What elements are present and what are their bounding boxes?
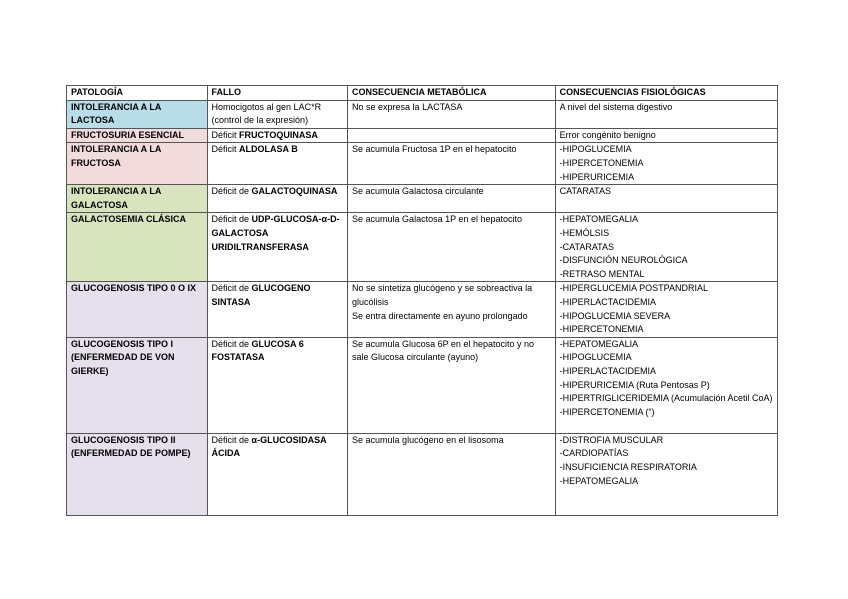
fallo-enzyme: FRUCTOQUINASA — [239, 129, 318, 140]
table-row — [67, 337, 778, 433]
cell-consecuencia-metabolica — [348, 433, 556, 515]
table-row — [67, 213, 778, 282]
physiological-line: Error congénito benigno — [559, 129, 656, 140]
physiological-line: -HIPERTRIGLICERIDEMIA (Acumulación Acetil CoA) — [559, 393, 773, 404]
metabolic-line: Se acumula Galactosa circulante — [352, 186, 484, 197]
physiological-line: -RETRASO MENTAL — [559, 268, 645, 279]
physiological-line: -HIPERGLUCEMIA POSTPANDRIAL — [559, 283, 709, 294]
physiological-line: -DISFUNCIÓN NEUROLÓGICA — [559, 255, 688, 266]
physiological-line: A nivel del sistema digestivo — [559, 101, 673, 112]
cell-fallo — [207, 213, 348, 282]
cell-consecuencia-metabolica — [348, 143, 556, 185]
table-row — [67, 143, 778, 185]
fallo-text: Déficit de — [211, 186, 252, 197]
fallo-text: Déficit de — [211, 214, 252, 225]
physiological-line: -HIPERCETONEMIA — [559, 324, 644, 335]
cell-fallo — [207, 128, 348, 143]
physiological-line: -HIPERLACTACIDEMIA — [559, 365, 657, 376]
header-row — [67, 86, 778, 101]
physiological-line: -HIPERURICEMIA (Ruta Pentosas P) — [559, 379, 710, 390]
cell-patologia: FRUCTOSURIA ESENCIAL — [67, 128, 208, 143]
physiological-line: -HIPOGLUCEMIA SEVERA — [559, 310, 671, 321]
cell-consecuencia-metabolica — [348, 213, 556, 282]
cell-fallo — [207, 100, 348, 128]
cell-patologia: GLUCOGENOSIS TIPO I (ENFERMEDAD DE VON GIERKE) — [67, 337, 208, 433]
cell-patologia: GALACTOSEMIA CLÁSICA — [67, 213, 208, 282]
cell-fallo — [207, 143, 348, 185]
physiological-line: -HIPOGLUCEMIA — [559, 352, 632, 363]
metabolic-line: Se acumula glucógeno en el lisosoma — [352, 434, 504, 445]
physiological-line: -HIPERLACTACIDEMIA — [559, 296, 657, 307]
physiological-line: -HEPATOMEGALIA — [559, 475, 639, 486]
table-row — [67, 433, 778, 515]
physiological-line: -HEMÓLSIS — [559, 227, 610, 238]
table-body — [67, 100, 778, 515]
cell-consecuencias-fisiologicas — [555, 282, 777, 337]
cell-consecuencias-fisiologicas — [555, 185, 777, 213]
table-row — [67, 185, 778, 213]
metabolic-line: Se acumula Galactosa 1P en el hepatocito — [352, 214, 522, 225]
cell-fallo — [207, 282, 348, 337]
cell-fallo — [207, 433, 348, 515]
header-consecuencia-metabolica: CONSECUENCIA METABÓLICA — [348, 86, 556, 101]
fallo-text: Déficit de — [211, 434, 252, 445]
header-patologia: PATOLOGÍA — [67, 86, 208, 101]
physiological-line: -INSUFICIENCIA RESPIRATORIA — [559, 461, 697, 472]
fallo-enzyme: GLUCOSA 6 FOSTATASA — [211, 338, 304, 363]
metabolic-line: Se entra directamente en ayuno prolongado — [352, 310, 528, 321]
cell-patologia: INTOLERANCIA A LA FRUCTOSA — [67, 143, 208, 185]
metabolic-line: No se expresa la LACTASA — [352, 101, 463, 112]
fallo-enzyme: GLUCOGENO SINTASA — [211, 283, 311, 307]
cell-fallo — [207, 185, 348, 213]
cell-consecuencias-fisiologicas — [555, 337, 777, 433]
metabolic-line: No se sintetiza glucógeno y se sobreactiva la glucólisis — [352, 283, 533, 307]
cell-consecuencia-metabolica — [348, 282, 556, 337]
cell-fallo — [207, 337, 348, 433]
cell-consecuencia-metabolica — [348, 100, 556, 128]
table-row — [67, 282, 778, 337]
cell-consecuencia-metabolica — [348, 185, 556, 213]
physiological-line: -HIPERCETONEMIA — [559, 157, 644, 168]
physiological-line: -HIPERURICEMIA — [559, 171, 635, 182]
table-row — [67, 128, 778, 143]
fallo-text: Homocigotos al gen LAC*R (control de la expresión) — [211, 101, 322, 126]
physiological-line: -CARDIOPATÍAS — [559, 448, 629, 459]
fallo-enzyme: GALACTOQUINASA — [251, 186, 338, 197]
cell-patologia: GLUCOGENOSIS TIPO 0 O IX — [67, 282, 208, 337]
fallo-enzyme: α-GLUCOSIDASA ÁCIDA — [211, 434, 327, 459]
header-fallo: FALLO — [207, 86, 348, 101]
physiological-line: -HEPATOMEGALIA — [559, 214, 639, 225]
metabolic-line: Se acumula Fructosa 1P en el hepatocito — [352, 144, 517, 155]
cell-consecuencias-fisiologicas — [555, 213, 777, 282]
header-consecuencias-fisiologicas: CONSECUENCIAS FISIOLÓGICAS — [555, 86, 777, 101]
fallo-text: Déficit de — [211, 283, 252, 294]
physiological-line: -HIPERCETONEMIA (“) — [559, 406, 655, 417]
cell-consecuencias-fisiologicas — [555, 433, 777, 515]
physiological-line: -HEPATOMEGALIA — [559, 338, 639, 349]
physiological-line: -CATARATAS — [559, 241, 614, 252]
physiological-line: -DISTROFIA MUSCULAR — [559, 434, 664, 445]
cell-consecuencias-fisiologicas — [555, 143, 777, 185]
table-row — [67, 100, 778, 128]
physiological-line: -HIPOGLUCEMIA — [559, 144, 632, 155]
cell-consecuencia-metabolica — [348, 337, 556, 433]
fallo-text: Déficit — [211, 129, 240, 140]
fallo-enzyme: UDP-GLUCOSA-α-D-GALACTOSA URIDILTRANSFERASA — [211, 214, 340, 252]
cell-consecuencias-fisiologicas — [555, 100, 777, 128]
metabolic-line: Se acumula Glucosa 6P en el hepatocito y no sale Glucosa circulante (ayuno) — [352, 338, 534, 363]
fallo-text: Déficit — [211, 144, 240, 155]
fallo-text: Déficit de — [211, 338, 252, 349]
cell-patologia: GLUCOGENOSIS TIPO II (ENFERMEDAD DE POMPE) — [67, 433, 208, 515]
cell-patologia: INTOLERANCIA A LA LACTOSA — [67, 100, 208, 128]
cell-consecuencias-fisiologicas — [555, 128, 777, 143]
fallo-enzyme: ALDOLASA B — [239, 144, 298, 155]
cell-patologia: INTOLERANCIA A LA GALACTOSA — [67, 185, 208, 213]
cell-consecuencia-metabolica — [348, 128, 556, 143]
physiological-line: CATARATAS — [559, 186, 611, 197]
metabolic-disease-table — [66, 85, 778, 516]
